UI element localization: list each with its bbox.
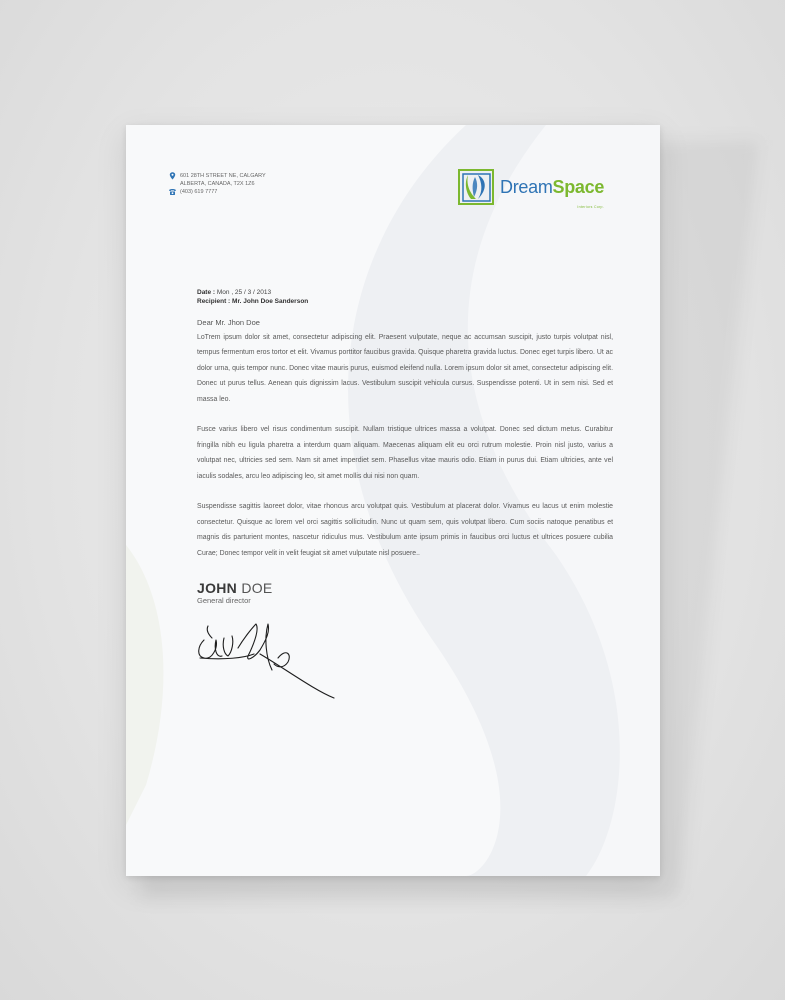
body-paragraph-2: Fusce varius libero vel risus condimentum suscipit. Nullam tristique ultrices massa a volutpat. Donec sed dictum metus. Curabitur fringilla nibh eu ligula pharetra a interdum quam aliquam. Maecenas aliquam elit eu orci rutrum molestie. Proin nisl justo, varius a volutpat nec, ultricies sed sem. Nam sit amet imperdiet sem. Phasellus vitae mauris odio. Etiam in purus dui. Etiam ultricies, ante vel iaculis sodales, arcu leo adipiscing leo, sit amet mollis dui nisi non quam. [197,426,613,480]
recipient-line [197,297,308,306]
company-tagline: Interiors Corp. [577,205,605,209]
recipient-label: Recipient : [197,298,233,305]
contact-block [168,172,266,196]
address-text [180,172,266,188]
body-paragraph-1: LoTrem ipsum dolor sit amet, consectetur adipiscing elit. Praesent vulputate, neque ac accumsan suscipit, justo turpis volutpat nisl, tempus fermentum eros tortor et elit. Vivamus porttitor faucibus gravida. Quisque pharetra gravida luctus. Donec eget turpis libero. Ut ac dolor urna, quis tempor nunc. Donec vitae mauris purus, euismod eleifend nulla. Lorem ipsum dolor sit amet, consectetur adipiscing elit. Donec ut purus tellus. Aenean quis dignissim lacus. Vestibulum suscipit vehicula cursus. Suspendisse potenti. Ut in sem nisi. Sed et massa leo. [197,334,613,403]
letter-body [197,330,613,576]
company-logo [458,169,605,209]
body-paragraph-3: Suspendisse sagittis laoreet dolor, vitae rhoncus arcu volutpat quis. Vestibulum at placerat dolor. Vivamus eu lacus ut enim molestie consectetur. Quisque ac lorem vel orci sagittis sollicitudin. Nunc ut quam sem, quis volutpat libero. Cum sociis natoque penatibus et magnis dis parturient montes, nascetur ridiculus mus. Vestibulum ante ipsum primis in faucibus orci luctus et ultrices posuere cubilia Curae; Donec tempor velit in velit feugiat sit amet vulputate nisl posuere.. [197,503,613,557]
company-name [500,177,605,209]
phone-icon [168,188,177,196]
date-label: Date : [197,289,217,296]
company-name-part1: Dream [500,177,553,197]
phone-row [168,188,266,196]
signatory-name [197,580,273,596]
address-line-1: 601 28TH STREET NE, CALGARY [180,173,266,179]
handwritten-signature [194,618,344,703]
letter-meta [197,288,308,306]
signatory-first-name: JOHN [197,580,238,596]
dreamspace-logo-icon [458,169,494,205]
date-line [197,288,308,297]
date-value: Mon , 25 / 3 / 2013 [216,289,272,296]
signatory-role: General director [197,596,251,605]
address-line-2: ALBERTA, CANADA, T2X 1Z6 [180,181,255,187]
phone-number: (403) 619 7777 [180,189,218,195]
letter-greeting: Dear Mr. Jhon Doe [197,318,260,327]
company-name-part2: Space [552,177,605,197]
letterhead-page [126,125,660,876]
signatory-last-name: DOE [241,580,273,596]
map-pin-icon [168,172,177,180]
recipient-value: Mr. John Doe Sanderson [232,298,309,305]
address-row [168,172,266,188]
